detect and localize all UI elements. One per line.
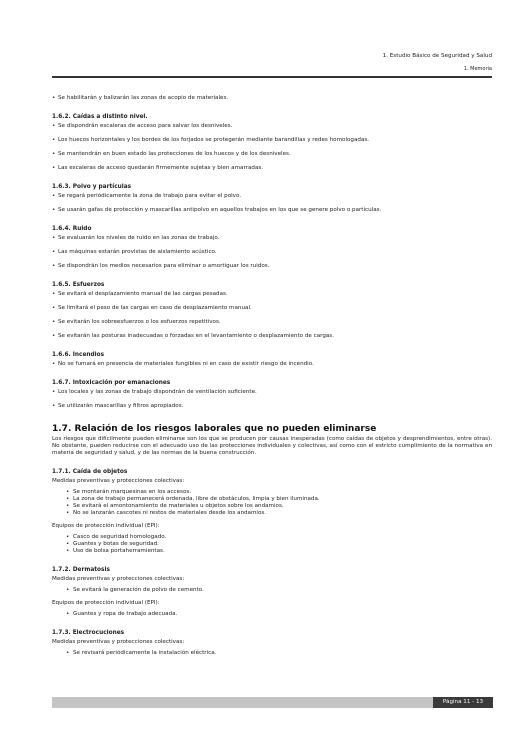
bullet-item: • Los locales y las zonas de trabajo dispondrán de ventilación suficiente.	[52, 389, 492, 396]
measure-list	[52, 489, 492, 517]
bullet-item: • Los huecos horizontales y los bordes de los forjados se protegerán mediante barandillas y redes homologadas.	[52, 137, 492, 144]
bullet-item: • Se dispondrán escaleras de acceso para salvar los desniveles.	[52, 123, 492, 130]
list-item: • Se evitará la generación de polvo de cemento.	[66, 587, 492, 594]
section-heading: 1.7.2. Dermatosis	[52, 567, 110, 573]
list-item: • Se evitará el amontonamiento de materiales u objetos sobre los andamios.	[66, 503, 492, 510]
group-label: Equipos de protección individual (EPI):	[52, 600, 160, 606]
page-header	[52, 52, 492, 73]
measure-list	[52, 587, 492, 594]
list-item: • No se lanzarán cascotes ni restos de materiales desde los andamios.	[66, 510, 492, 517]
bullet-item: • Se evitarán los sobreesfuerzos o los esfuerzos repetitivos.	[52, 319, 492, 326]
bullet-item: • Las máquinas estarán provistas de aislamiento acústico.	[52, 249, 492, 256]
section-heading: 1.6.7. Intoxicación por emanaciones	[52, 380, 171, 386]
list-item: • Guantes y ropa de trabajo adecuada.	[66, 611, 492, 618]
epi-list	[52, 534, 492, 555]
header-rule	[52, 76, 492, 78]
section-heading: 1.7.3. Electrocuciones	[52, 630, 125, 636]
bullet-item: • Se dispondrán los medios necesarios para eliminar o amortiguar los ruidos.	[52, 263, 492, 270]
bullet-item: • No se fumará en presencia de materiales fungibles ni en caso de existir riesgo de incendio.	[52, 361, 492, 368]
bullet-item: • Se mantendrán en buen estado las protecciones de los huecos y de los desniveles.	[52, 151, 492, 158]
group-label: Medidas preventivas y protecciones colectivas:	[52, 478, 185, 484]
section-heading: 1.6.3. Polvo y partículas	[52, 184, 132, 190]
page-body	[52, 95, 492, 663]
bullet-item: • Se utilizarán mascarillas y filtros apropiados.	[52, 403, 492, 410]
bullet-item: • Las escaleras de acceso quedarán firmemente sujetas y bien amarradas.	[52, 165, 492, 172]
section-heading: 1.6.5. Esfuerzos	[52, 282, 105, 288]
bullet-item: • Se regará periódicamente la zona de trabajo para evitar el polvo.	[52, 193, 492, 200]
measure-list	[52, 650, 492, 657]
section-heading: 1.7.1. Caída de objetos	[52, 469, 128, 475]
page-number: Página 11 - 13	[433, 697, 493, 708]
bullet-item: • Se habilitarán y balizarán las zonas de acopio de materiales.	[52, 95, 492, 102]
header-section-title: 1. Memoria	[463, 66, 492, 72]
list-item: • Se montarán marquesinas en los accesos.	[66, 489, 492, 496]
header-document-title: 1. Estudio Básico de Seguridad y Salud	[382, 53, 492, 59]
section-heading: 1.6.2. Caídas a distinto nivel.	[52, 114, 148, 120]
group-label: Medidas preventivas y protecciones colectivas:	[52, 576, 185, 582]
list-item: • Casco de seguridad homologado.	[66, 534, 492, 541]
section-heading: 1.6.4. Ruido	[52, 226, 92, 232]
group-label: Equipos de protección individual (EPI):	[52, 523, 160, 529]
list-item: • Se revisará periódicamente la instalación eléctrica.	[66, 650, 492, 657]
intro-paragraph: Los riesgos que difícilmente pueden eliminarse son los que se producen por causas inesperadas (como caídas de objetos y desprendimientos, entre otras). No obstante, pueden reducirse con el adecuado uso de las protecciones individuales y colectivas, así como con el estricto cumplimiento de la normativa en materia de seguridad y salud, y de las normas de la buena construcción.	[52, 436, 492, 456]
list-item: • Uso de bolsa portaherramientas.	[66, 548, 492, 555]
bullet-item: • Se evitarán las posturas inadecuadas o forzadas en el levantamiento o desplazamiento de cargas.	[52, 333, 492, 340]
bullet-item: • Se evitará el desplazamiento manual de las cargas pesadas.	[52, 291, 492, 298]
section-heading: 1.6.6. Incendios	[52, 352, 105, 358]
bullet-item: • Se limitará el peso de las cargas en caso de desplazamiento manual.	[52, 305, 492, 312]
page-footer	[52, 697, 493, 708]
bullet-item: • Se evaluarán los niveles de ruido en las zonas de trabajo.	[52, 235, 492, 242]
chapter-heading: 1.7. Relación de los riesgos laborales que no pueden eliminarse	[52, 424, 377, 434]
group-label: Medidas preventivas y protecciones colectivas:	[52, 639, 185, 645]
list-item: • Guantes y botas de seguridad.	[66, 541, 492, 548]
epi-list	[52, 611, 492, 618]
list-item: • La zona de trabajo permanecerá ordenada, libre de obstáculos, limpia y bien iluminada.	[66, 496, 492, 503]
bullet-item: • Se usarán gafas de protección y mascarillas antipolvo en aquellos trabajos en los que se genere polvo o partículas.	[52, 207, 492, 214]
